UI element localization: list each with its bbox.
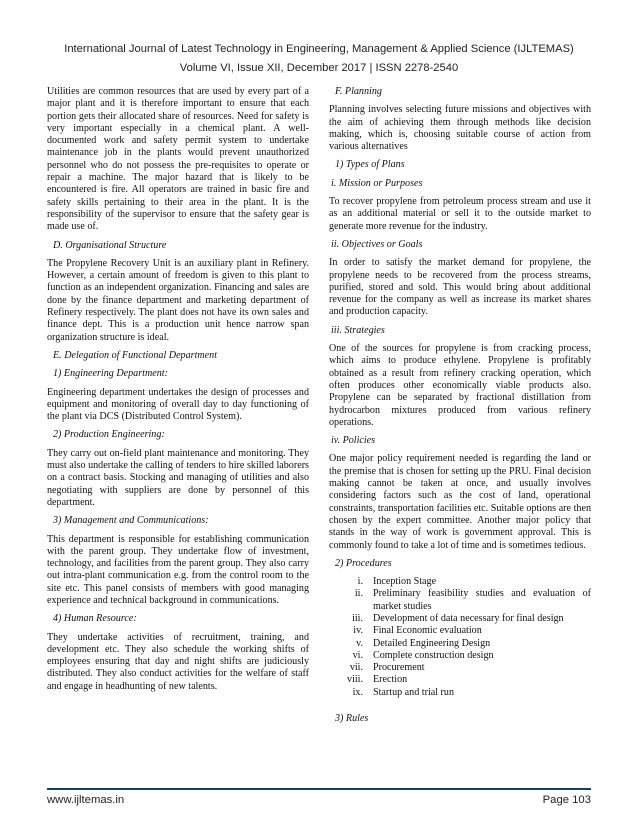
list-item bbox=[329, 588, 591, 613]
subsection-heading: 3) Rules bbox=[335, 713, 369, 725]
subsection-heading: 1) Engineering Department: bbox=[53, 368, 168, 380]
list-item bbox=[329, 662, 591, 674]
page-number: Page 103 bbox=[542, 794, 591, 806]
paragraph: Planning involves selecting future missions and objectives with the aim of achieving them through methods like decision making, which is, choosing suitable course of action from various alternatives bbox=[329, 104, 591, 153]
paragraph: Utilities are common resources that are used by every part of a major plant and it is therefore important to ensure that each portion gets their allocated share of resources. Need for safety is very important especially in a chemical plant. A well-documented work and safety permit system to undertake maintenance job in the plants would prevent unauthorized personnel who do not possess the pre-requisites to operate or repair a machine. The major hazard that is likely to be encountered is fire. All operators are trained in basic fire and safety skills pertaining to their area in the plant. It is the responsibility of the supervisor to ensure that the safety gear is made use of. bbox=[47, 86, 309, 233]
procedures-list bbox=[329, 576, 591, 699]
list-item bbox=[329, 650, 591, 662]
paragraph: Engineering department undertakes the design of processes and equipment and monitoring of overall day to day functioning of the plant via DCS (Distributed Control System). bbox=[47, 386, 309, 423]
subsection-heading: 3) Management and Communications: bbox=[53, 515, 209, 527]
subsection-heading: 4) Human Resource: bbox=[53, 613, 137, 625]
paragraph: To recover propylene from petroleum process stream and use it as an additional material or sell it to the outside market to generate more revenue for the industry. bbox=[329, 196, 591, 232]
list-number: vi. bbox=[352, 649, 363, 661]
list-text: Development of data necessary for final design bbox=[373, 612, 564, 624]
paragraph: They carry out on-field plant maintenance and monitoring. They must also undertake the calling of tenders to hire skilled laborers on a contract basis. Stocking and managing of utilities and also negotiating with suppliers are done by personnel of this department. bbox=[47, 447, 309, 508]
section-heading-d: D. Organisational Structure bbox=[53, 239, 167, 251]
list-number: ix. bbox=[352, 686, 363, 698]
list-text: Inception Stage bbox=[373, 576, 437, 588]
paragraph: This department is responsible for establishing communication with the parent group. They undertake flow of investment, technology, and facilities from the parent group. They also carry out intra-plant communication e.g. from the control room to the site etc. This panel consists of members with good managing experience and technical background in communications. bbox=[47, 533, 309, 606]
journal-issue: Volume VI, Issue XII, December 2017 | ISSN 2278-2540 bbox=[179, 62, 459, 74]
left-column bbox=[47, 86, 309, 699]
footer-rule bbox=[47, 788, 591, 790]
list-number: viii. bbox=[347, 674, 363, 686]
paragraph: In order to satisfy the market demand for propylene, the propylene needs to be recovered from the process streams, purified, stored and sold. This would bring about additional revenue for the company as well as increase its market shares and production capacity. bbox=[329, 257, 591, 318]
list-item bbox=[329, 687, 591, 699]
journal-title: International Journal of Latest Technology in Engineering, Management & Applied Science (IJLTEMAS) bbox=[64, 43, 574, 55]
journal-header bbox=[0, 40, 638, 78]
list-text: Complete construction design bbox=[373, 649, 494, 661]
list-text: Detailed Engineering Design bbox=[373, 637, 491, 649]
list-text: Preliminary feasibility studies and evaluation of market studies bbox=[373, 588, 591, 612]
list-item bbox=[329, 625, 591, 637]
right-column bbox=[329, 86, 591, 731]
paragraph: The Propylene Recovery Unit is an auxiliary plant in Refinery. However, a certain amount of freedom is given to this plant to function as an independent organization. Financing and sales are done by the finance department and marketing department of Refinery respectively. The plant does not have its own sales and finance dept. This is a production unit hence narrow span organization structure is ideal. bbox=[47, 257, 309, 343]
paragraph: One major policy requirement needed is regarding the land or the premise that is chosen for setting up the PRU. Final decision making cannot be taken at once, and usually involves considering factors such as the cost of land, operational constraints, transportation facilities etc. Suitable options are then chosen by the expert committee. Another major policy that stands in the way of work is government approval. This is commonly found to take a lot of time and is sometimes tedious. bbox=[329, 453, 591, 551]
list-text: Procurement bbox=[373, 662, 425, 674]
list-text: Erection bbox=[373, 674, 408, 686]
list-number: i. bbox=[357, 576, 363, 588]
paragraph: They undertake activities of recruitment, training, and development etc. They also schedule the working shifts of employees ensuring that day and night shifts are judiciously distributed. They also conduct activities for the welfare of staff and engage in headhunting of new talents. bbox=[47, 631, 309, 692]
list-item bbox=[329, 613, 591, 625]
subsubsection-heading: i. Mission or Purposes bbox=[331, 177, 423, 189]
section-heading-f: F. Planning bbox=[335, 86, 382, 97]
list-number: v. bbox=[356, 637, 363, 649]
list-number: vii. bbox=[349, 662, 363, 674]
footer-website: www.ijltemas.in bbox=[47, 794, 125, 806]
paragraph: One of the sources for propylene is from cracking process, which aims to produce ethylene. Propylene is profitably obtained as a result from refinery cracking operation, which often produces other economically viable products also. Propylene can be separated by fractional distillation from hydrocarbon mixtures produced from various refinery operations. bbox=[329, 343, 591, 428]
list-number: ii. bbox=[354, 588, 363, 600]
page-footer bbox=[47, 794, 591, 806]
subsection-heading: 2) Production Engineering: bbox=[53, 429, 165, 441]
list-item bbox=[329, 576, 591, 588]
list-text: Startup and trial run bbox=[373, 686, 455, 698]
list-number: iii. bbox=[352, 612, 363, 624]
list-number: iv. bbox=[353, 625, 363, 637]
list-text: Final Economic evaluation bbox=[373, 625, 482, 637]
list-item bbox=[329, 638, 591, 650]
subsubsection-heading: iii. Strategies bbox=[331, 324, 385, 336]
list-item bbox=[329, 674, 591, 686]
subsubsection-heading: ii. Objectives or Goals bbox=[331, 238, 423, 250]
subsection-heading: 2) Procedures bbox=[335, 557, 392, 569]
section-heading-e: E. Delegation of Functional Department bbox=[53, 349, 217, 361]
subsubsection-heading: iv. Policies bbox=[331, 435, 376, 447]
subsection-heading: 1) Types of Plans bbox=[335, 159, 405, 171]
